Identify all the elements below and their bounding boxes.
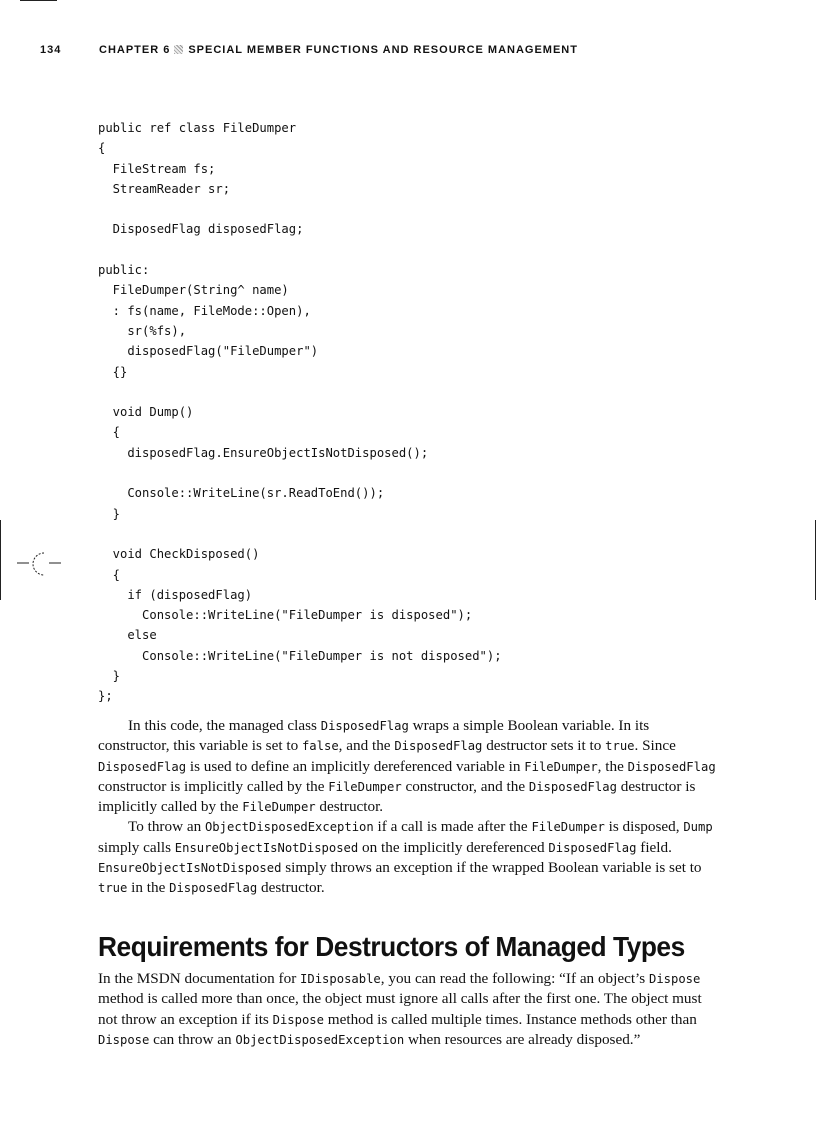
section-destructor-requirements (98, 928, 728, 1050)
inline-code: Dispose (98, 1032, 150, 1047)
text-run: , you can read the following: “If an object’s (380, 970, 649, 987)
inline-code: Dispose (272, 1012, 324, 1027)
code-line: void CheckDisposed() (98, 547, 260, 562)
inline-code: Dispose (649, 972, 701, 986)
code-line: disposedFlag("FileDumper") (98, 344, 319, 359)
text-run: method is called more than once, the object must ignore all calls after the first one. The object must not throw an exception if its (98, 990, 702, 1028)
inline-code: EnsureObjectIsNotDisposed (98, 861, 282, 876)
text-run: In the MSDN documentation for (98, 970, 301, 987)
inline-code: DisposedFlag (320, 719, 409, 733)
inline-code: FileDumper (524, 759, 598, 774)
registration-mark-icon (17, 550, 63, 580)
code-line: {} (98, 364, 128, 379)
inline-code: DisposedFlag (169, 881, 258, 896)
inline-code: DisposedFlag (627, 759, 716, 774)
chapter-label: CHAPTER 6 (99, 44, 171, 56)
inline-code: DisposedFlag (528, 779, 617, 794)
code-line: else (98, 628, 157, 643)
code-line: Console::WriteLine("FileDumper is disposed"); (98, 608, 473, 623)
code-line: FileDumper(String^ name) (98, 283, 289, 298)
text-run: is used to define an implicitly dereferenced variable in (186, 757, 525, 775)
text-run: constructor, and the (401, 777, 529, 795)
text-run: can throw an (149, 1030, 236, 1048)
crop-mark-left (0, 520, 1, 600)
code-line: { (98, 567, 121, 582)
code-line: public: (98, 263, 150, 278)
code-line: void Dump() (98, 405, 194, 420)
text-run: in the (127, 879, 170, 897)
inline-code: Dump (683, 820, 713, 835)
code-line: } (98, 669, 121, 684)
paragraph-1 (98, 716, 718, 817)
code-line: StreamReader sr; (98, 181, 231, 196)
text-run: , and the (338, 737, 395, 755)
inline-code: ObjectDisposedException (235, 1032, 405, 1047)
inline-code: DisposedFlag (394, 739, 483, 754)
text-run: wraps a simple Boolean variable. In its constructor, this variable is set to (98, 717, 650, 755)
code-line: : fs(name, FileMode::Open), (98, 303, 311, 318)
inline-code: false (301, 739, 339, 754)
text-run: destructor. (257, 879, 325, 897)
text-run: In this code, the managed class (128, 717, 321, 734)
inline-code: DisposedFlag (548, 840, 637, 855)
text-run: destructor. (315, 798, 384, 816)
page-number: 134 (40, 44, 62, 56)
text-run: constructor is implicitly called by the (98, 777, 329, 795)
text-run: field. (636, 838, 672, 856)
text-run: is disposed, (604, 818, 684, 836)
text-run: if a call is made after the (373, 818, 532, 836)
code-line: Console::WriteLine("FileDumper is not disposed"); (98, 648, 502, 663)
inline-code: true (605, 739, 635, 754)
code-line: { (98, 141, 106, 156)
inline-code: true (98, 881, 128, 896)
inline-code: DisposedFlag (98, 759, 187, 774)
code-listing (98, 118, 718, 707)
code-line: } (98, 506, 121, 521)
text-run: simply calls (98, 838, 175, 856)
text-run: on the implicitly dereferenced (358, 838, 549, 856)
code-line: if (disposedFlag) (98, 587, 253, 602)
section-heading: Requirements for Destructors of Managed Types (98, 931, 685, 962)
crop-mark-top (20, 0, 57, 1)
text-run: destructor sets it to (482, 737, 606, 755)
code-line: sr(%fs), (98, 323, 187, 338)
chapter-header (99, 44, 578, 56)
inline-code: ObjectDisposedException (204, 820, 374, 835)
text-run: method is called multiple times. Instance methods other than (324, 1010, 697, 1028)
code-line: FileStream fs; (98, 161, 216, 176)
chapter-title: SPECIAL MEMBER FUNCTIONS AND RESOURCE MANAGEMENT (188, 44, 578, 56)
code-line: }; (98, 689, 113, 704)
separator-icon (174, 45, 183, 54)
code-line: DisposedFlag disposedFlag; (98, 222, 304, 237)
text-run: when resources are already disposed.” (404, 1030, 641, 1048)
inline-code: IDisposable (300, 972, 381, 986)
inline-code: EnsureObjectIsNotDisposed (174, 840, 359, 855)
inline-code: FileDumper (328, 779, 402, 794)
text-run: , the (597, 757, 628, 775)
body-text (98, 716, 718, 899)
code-line: { (98, 425, 121, 440)
text-run: simply throws an exception if the wrapped Boolean variable is set to (281, 859, 702, 877)
text-run: destructor is implicitly called by the (98, 777, 696, 816)
paragraph-2 (98, 817, 718, 898)
code-line: public ref class FileDumper (98, 121, 297, 135)
inline-code: FileDumper (531, 820, 605, 835)
running-head (40, 44, 740, 60)
text-run: . Since (634, 737, 676, 755)
text-run: To throw an (128, 818, 205, 836)
inline-code: FileDumper (242, 800, 316, 815)
section-paragraph (98, 969, 718, 1050)
code-line: disposedFlag.EnsureObjectIsNotDisposed(); (98, 445, 429, 460)
code-line: Console::WriteLine(sr.ReadToEnd()); (98, 486, 385, 501)
